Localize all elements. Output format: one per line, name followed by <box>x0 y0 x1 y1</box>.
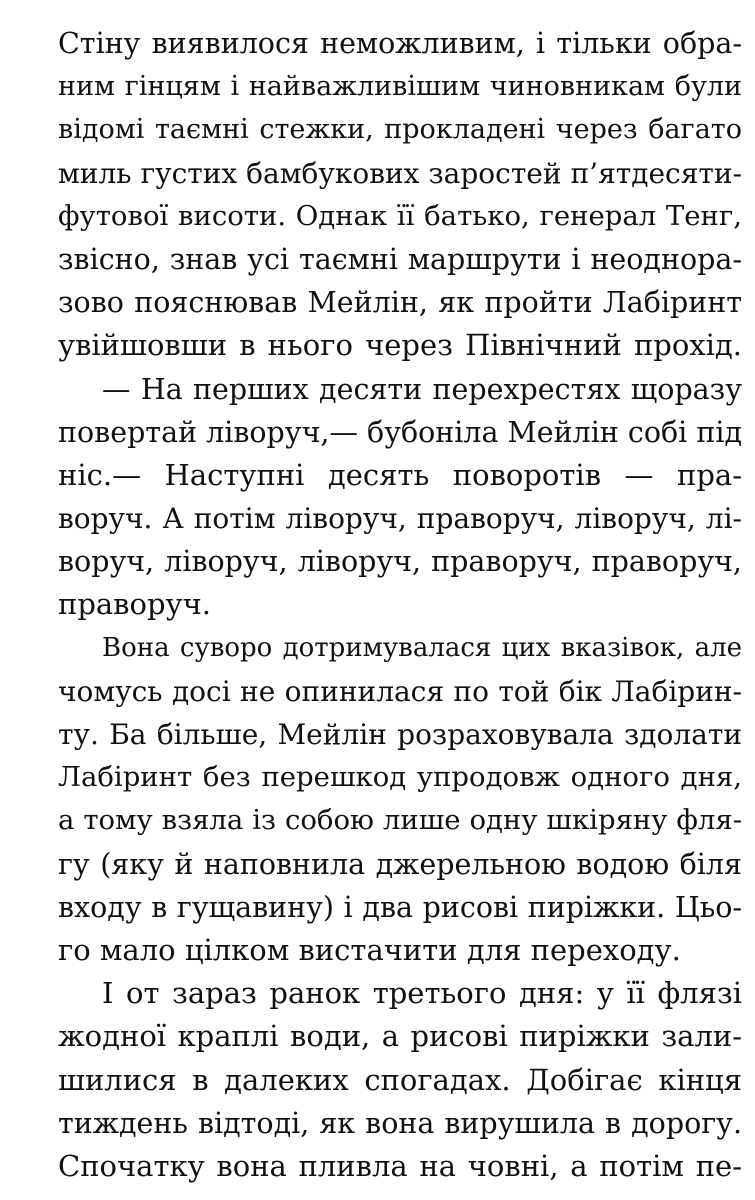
text-line: жодної краплі води, а рисові пиріжки зали- <box>58 1019 742 1054</box>
text-line: праворуч. <box>58 587 211 622</box>
text-line: чомусь досі не опинилася по той бік Лабірин- <box>58 674 742 708</box>
text-line: Стіну виявилося неможливим, і тільки обра- <box>58 27 742 60</box>
text-line: відомі таємні стежки, прокладені через багато <box>58 114 742 146</box>
text-line: гу (яку й наповнила джерельною водою біля <box>58 847 742 881</box>
text-line: а тому взяла із собою лише одну шкіряну фля- <box>58 804 742 837</box>
text-line: воруч. А потім ліворуч, праворуч, ліворуч, лі- <box>58 502 742 536</box>
text-line: шилися в далеких спогадах. Добігає кінця <box>58 1062 742 1097</box>
paragraph-first-line: І от зараз ранок третього дня: у її флязі <box>102 976 742 1011</box>
text-line: Спочатку вона пливла на човні, а потім пе- <box>58 1148 742 1183</box>
text-line: футової висоти. Однак її батько, генерал Тенг, <box>58 199 742 232</box>
text-line: входу в гущавину) і два рисові пиріжки. Цьо- <box>58 890 742 924</box>
text-line: воруч, ліворуч, ліворуч, праворуч, праворуч, <box>58 545 742 579</box>
book-page-text <box>58 22 742 1188</box>
text-line: ту. Ба більше, Мейлін розраховувала здолати <box>58 718 742 751</box>
text-line: звісно, знав усі таємні маршрути і неоднора- <box>58 242 742 276</box>
text-line: ним гінцям і найважливішим чиновникам були <box>58 71 742 103</box>
paragraph-first-line: Вона суворо дотримувалася цих вказівок, але <box>102 632 742 663</box>
text-line: зово пояснював Мейлін, як пройти Лабіринт <box>58 286 742 320</box>
text-line: миль густих бамбукових заростей п’ятдесяти- <box>58 156 742 190</box>
text-line: Лабіринт без перешкод упродовж одного дня, <box>58 761 742 794</box>
paragraph-first-line: — На перших десяти перехрестях щоразу <box>102 372 742 406</box>
text-line: тиждень відтоді, як вона вирушила в дорогу. <box>58 1106 742 1140</box>
text-line: увійшовши в нього через Північний прохід. <box>58 328 742 363</box>
text-line: ніс.— Наступні десять поворотів — пра- <box>58 457 742 492</box>
text-line: го мало цілком вистачити для переходу. <box>58 932 681 967</box>
text-line: повертай ліворуч,— бубоніла Мейлін собі під <box>58 415 742 449</box>
